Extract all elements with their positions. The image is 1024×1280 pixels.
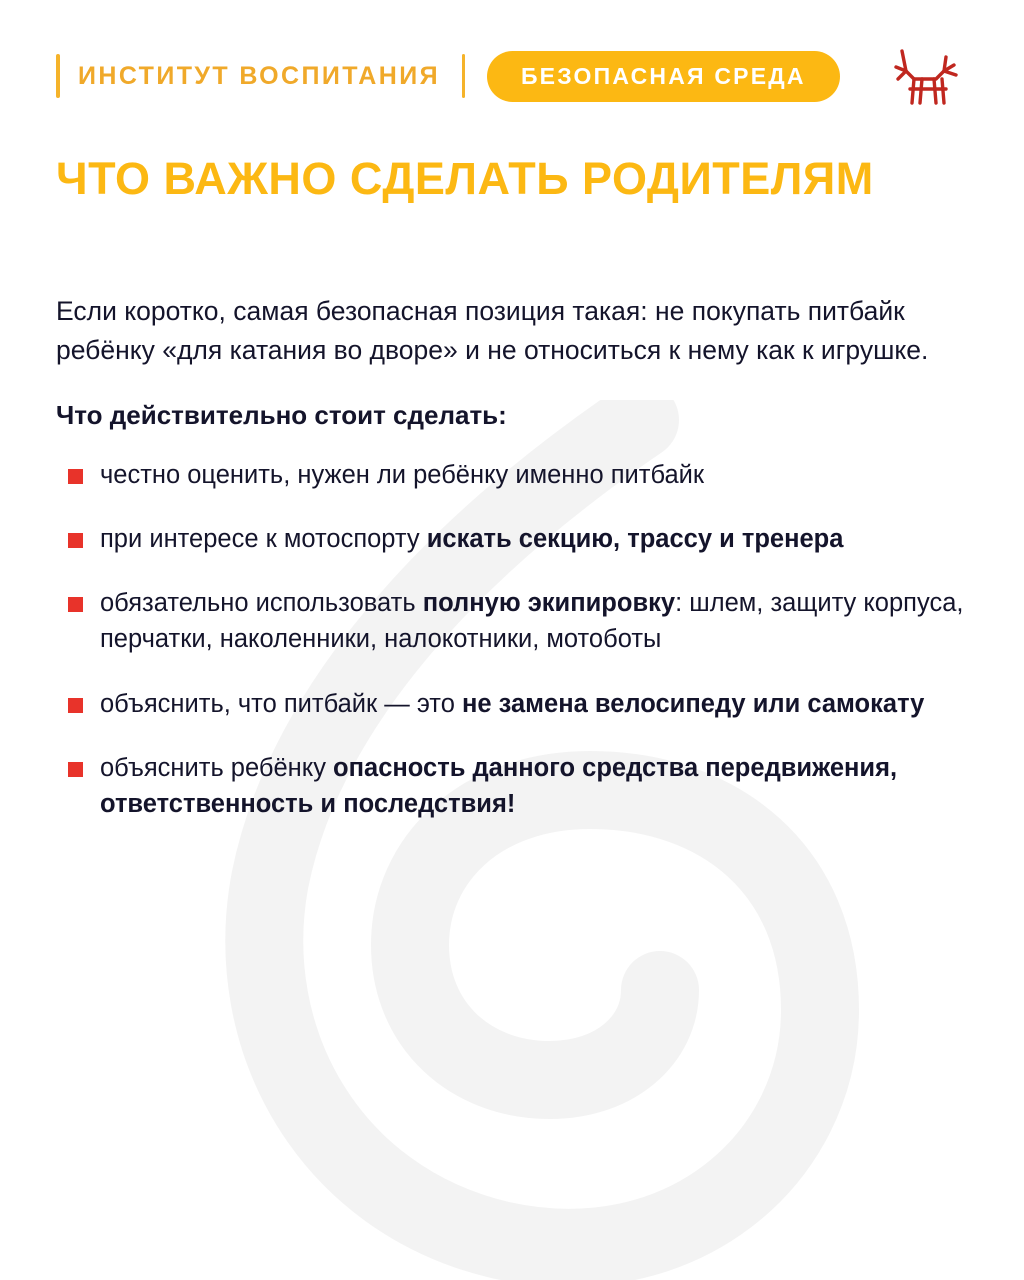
header-divider <box>462 54 465 98</box>
badge-safe-environment: БЕЗОПАСНАЯ СРЕДА <box>487 51 840 102</box>
brand-name: ИНСТИТУТ ВОСПИТАНИЯ <box>78 61 440 90</box>
square-bullet-icon <box>68 469 83 484</box>
list-item <box>56 686 968 722</box>
list-item <box>56 457 968 493</box>
page-title: ЧТО ВАЖНО СДЕЛАТЬ РОДИТЕЛЯМ <box>56 153 874 204</box>
square-bullet-icon <box>68 533 83 548</box>
intro-paragraph: Если коротко, самая безопасная позиция такая: не покупать питбайк ребёнку «для катания во дворе» и не относиться к нему как к игрушке. <box>56 296 929 366</box>
recommendations-list <box>56 457 968 822</box>
list-item <box>56 521 968 557</box>
list-item-text: объяснить, что питбайк — это не замена велосипеду или самокату <box>100 689 925 718</box>
list-item-text: обязательно использовать полную экипировку: шлем, защиту корпуса, перчатки, наколенники, налокотники, мотоботы <box>100 589 964 654</box>
brand-accent-bar <box>56 54 60 98</box>
list-item-text: при интересе к мотоспорту искать секцию, трассу и тренера <box>100 524 844 553</box>
deer-logo-icon <box>884 41 968 111</box>
square-bullet-icon <box>68 597 83 612</box>
square-bullet-icon <box>68 698 83 713</box>
subheading: Что действительно стоит сделать: <box>56 399 507 430</box>
header <box>56 44 968 108</box>
list-item-text: честно оценить, нужен ли ребёнку именно питбайк <box>100 460 705 489</box>
list-item <box>56 750 968 822</box>
list-item-text: объяснить ребёнку опасность данного средства передвижения, ответственность и последствия! <box>100 753 898 818</box>
square-bullet-icon <box>68 762 83 777</box>
list-item <box>56 585 968 657</box>
